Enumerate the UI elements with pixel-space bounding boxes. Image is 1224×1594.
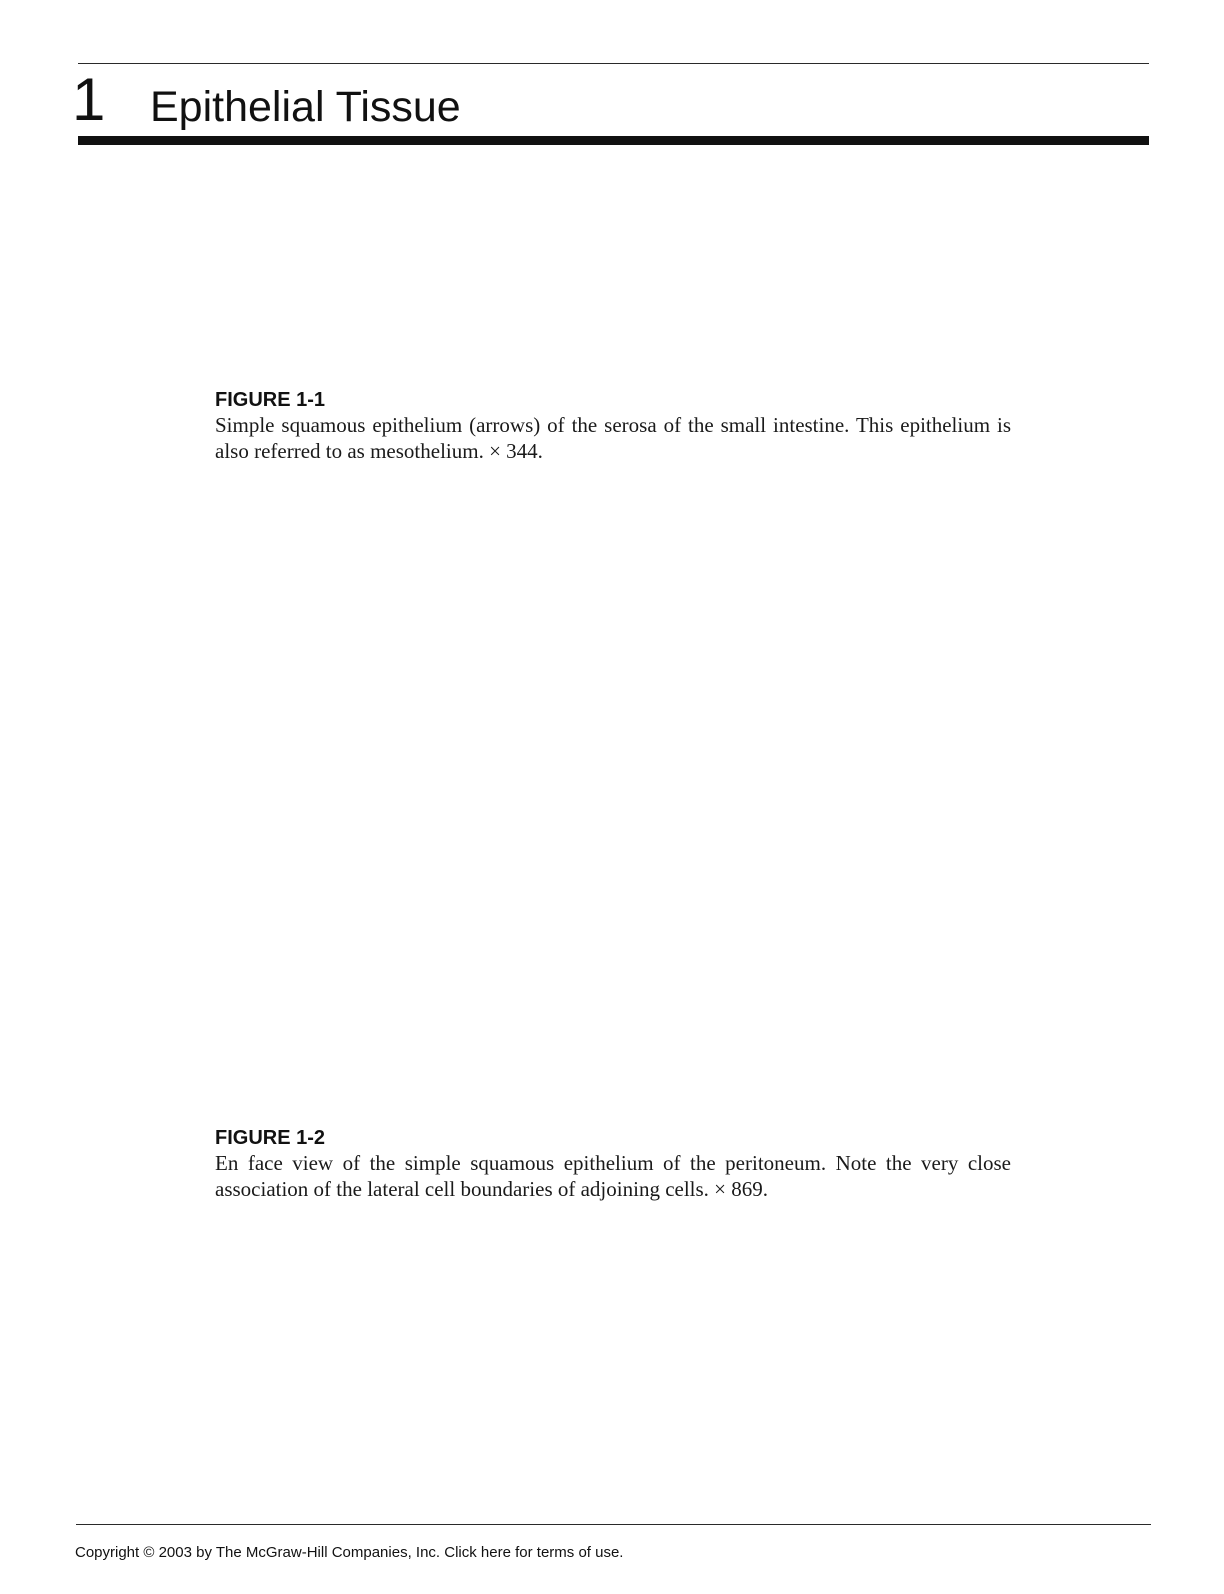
figure-2-block — [215, 1126, 1011, 1202]
header-heavy-rule — [78, 136, 1149, 145]
header-top-rule — [78, 63, 1149, 64]
footer-rule — [76, 1524, 1151, 1525]
chapter-number: 1 — [72, 66, 106, 133]
figure-1-caption: Simple squamous epithelium (arrows) of the serosa of the small intestine. This epithelium is also referred to as mesothelium. × 344. — [215, 413, 1011, 463]
figure-1-block — [215, 388, 1011, 464]
copyright-link[interactable]: Copyright © 2003 by The McGraw-Hill Companies, Inc. Click here for terms of use. — [75, 1544, 624, 1561]
figure-2-label: FIGURE 1-2 — [215, 1127, 326, 1149]
figure-1-label: FIGURE 1-1 — [215, 389, 326, 411]
chapter-title: Epithelial Tissue — [150, 83, 461, 131]
figure-2-caption: En face view of the simple squamous epithelium of the peritoneum. Note the very close association of the lateral cell boundaries of adjoining cells. × 869. — [215, 1151, 1011, 1201]
